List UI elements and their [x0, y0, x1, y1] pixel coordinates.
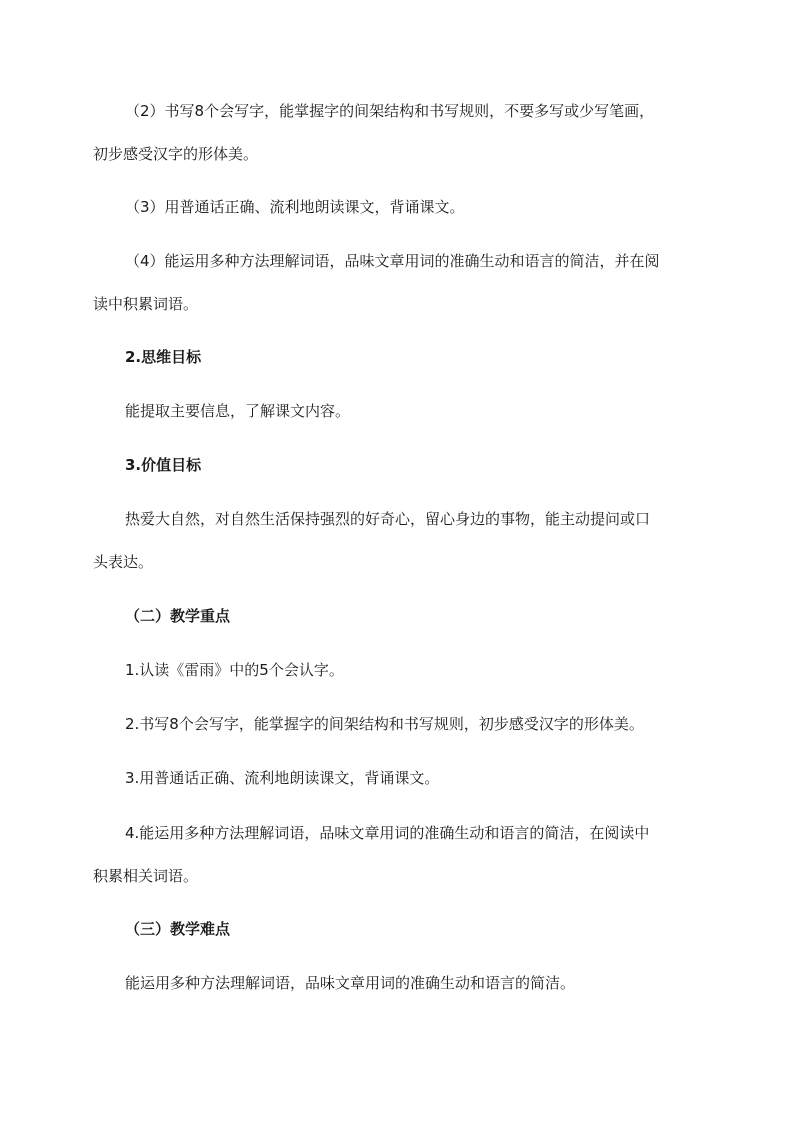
difficulty-text: 能运用多种方法理解词语，品味文章用词的准确生动和语言的简洁。: [125, 974, 576, 992]
objective-3-line-1: （3）用普通话正确、流利地朗读课文，背诵课文。: [125, 198, 465, 216]
value-goals-line-1: 热爱大自然，对自然生活保持强烈的好奇心，留心身边的事物，能主动提问或口: [125, 510, 651, 528]
thinking-goals-text: 能提取主要信息，了解课文内容。: [125, 402, 351, 420]
section-heading-difficulties: （三）教学难点: [125, 920, 231, 938]
objective-2-line-2: 初步感受汉字的形体美。: [93, 145, 259, 163]
section-heading-key-points: （二）教学重点: [125, 607, 231, 625]
section-heading-thinking-goals: 2.思维目标: [125, 348, 202, 366]
objective-2-line-1: （2）书写8个会写字，能掌握字的间架结构和书写规则，不要多写或少写笔画，: [125, 102, 655, 120]
key-point-4-line-2: 积累相关词语。: [93, 867, 199, 885]
key-point-3: 3.用普通话正确、流利地朗读课文，背诵课文。: [125, 769, 440, 787]
objective-4-line-1: （4）能运用多种方法理解词语，品味文章用词的准确生动和语言的简洁，并在阅: [125, 252, 660, 270]
key-point-1: 1.认读《雷雨》中的5个会认字。: [125, 661, 344, 679]
value-goals-line-2: 头表达。: [93, 553, 154, 571]
objective-4-line-2: 读中积累词语。: [93, 295, 199, 313]
section-heading-value-goals: 3.价值目标: [125, 456, 202, 474]
key-point-4-line-1: 4.能运用多种方法理解词语，品味文章用词的准确生动和语言的简洁，在阅读中: [125, 824, 650, 842]
key-point-2: 2.书写8个会写字，能掌握字的间架结构和书写规则，初步感受汉字的形体美。: [125, 715, 644, 733]
